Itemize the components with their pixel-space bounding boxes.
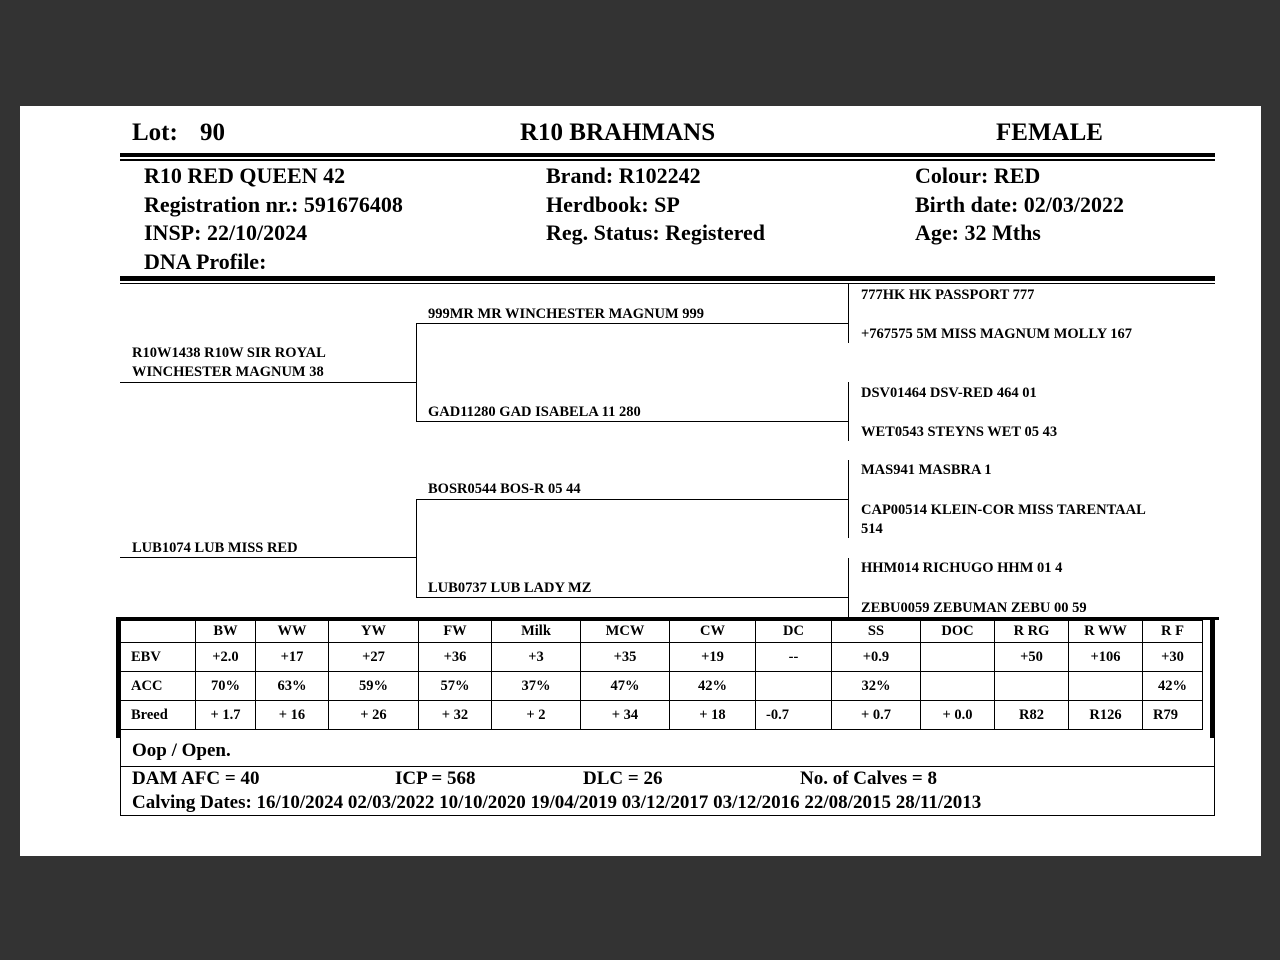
- acc-cell: [756, 672, 832, 701]
- ebv-cell: +2.0: [196, 643, 256, 672]
- acc-cell: [1069, 672, 1143, 701]
- col-header: SS: [832, 621, 921, 643]
- acc-cell: 42%: [1143, 672, 1203, 701]
- breed-cell: + 1.7: [196, 701, 256, 730]
- ebv-table: [120, 620, 1203, 730]
- acc-cell: 42%: [670, 672, 756, 701]
- col-header: CW: [670, 621, 756, 643]
- col-header: MCW: [581, 621, 670, 643]
- dlc: DLC = 26: [583, 768, 663, 789]
- col-header: FW: [419, 621, 492, 643]
- pedigree-dd-sire: HHM014 RICHUGO HHM 01 4: [861, 560, 1063, 576]
- breed-cell: R79: [1143, 701, 1203, 730]
- col-header: BW: [196, 621, 256, 643]
- sire-dam-line: [416, 421, 848, 422]
- sire-sire-line: [416, 323, 848, 324]
- footer-right-border: [1214, 738, 1215, 816]
- footer-left-border: [120, 738, 121, 816]
- animal-info-middle: [546, 162, 765, 248]
- pedigree-sire-line1: R10W1438 R10W SIR ROYAL: [132, 345, 326, 361]
- breed-cell: R82: [995, 701, 1069, 730]
- pedigree-dam: LUB1074 LUB MISS RED: [132, 540, 298, 556]
- pedigree-ds-dam: [861, 501, 1146, 539]
- table-right-rule: [1210, 617, 1215, 738]
- breed-cell: R126: [1069, 701, 1143, 730]
- col-header: DC: [756, 621, 832, 643]
- col-header: WW: [256, 621, 329, 643]
- colour: Colour: RED: [915, 163, 1041, 188]
- dam-line: [120, 557, 416, 558]
- ebv-cell: +36: [419, 643, 492, 672]
- ebv-header-row: [121, 621, 1203, 643]
- info-rule-thin: [120, 283, 1215, 284]
- breeder-name: R10 BRAHMANS: [520, 119, 716, 146]
- col-header: DOC: [921, 621, 995, 643]
- registration-number: Registration nr.: 591676408: [144, 191, 403, 217]
- animal-info-left: [144, 162, 403, 276]
- acc-cell: 70%: [196, 672, 256, 701]
- pedigree-sire-sire: 999MR MR WINCHESTER MAGNUM 999: [428, 306, 705, 322]
- acc-cell: [995, 672, 1069, 701]
- ds-bracket: [848, 460, 849, 538]
- dam-sire-line: [416, 499, 848, 500]
- lot-number: 90: [200, 119, 225, 146]
- ebv-cell: +106: [1069, 643, 1143, 672]
- lot-label: Lot:: [132, 119, 178, 146]
- acc-row: [121, 672, 1203, 701]
- pedigree-ds-sire: MAS941 MASBRA 1: [861, 462, 992, 478]
- row-label: ACC: [121, 672, 196, 701]
- brand: Brand: R102242: [546, 163, 701, 188]
- acc-cell: 59%: [329, 672, 419, 701]
- acc-cell: 57%: [419, 672, 492, 701]
- row-label: Breed: [121, 701, 196, 730]
- pedigree-sd-dam: WET0543 STEYNS WET 05 43: [861, 424, 1058, 440]
- animal-sex: FEMALE: [996, 119, 1103, 146]
- breed-row: [121, 701, 1203, 730]
- header-corner: [121, 621, 196, 643]
- ebv-cell: +3: [492, 643, 581, 672]
- breed-cell: + 18: [670, 701, 756, 730]
- ebv-cell: --: [756, 643, 832, 672]
- dna-profile: DNA Profile:: [144, 248, 267, 274]
- ss-bracket: [848, 284, 849, 343]
- info-rule-thick: [120, 276, 1215, 281]
- breed-cell: + 34: [581, 701, 670, 730]
- ebv-cell: [921, 643, 995, 672]
- header-rule-thick: [120, 153, 1215, 157]
- pedigree-sire-dam: GAD11280 GAD ISABELA 11 280: [428, 404, 641, 420]
- col-header: R WW: [1069, 621, 1143, 643]
- ebv-cell: +50: [995, 643, 1069, 672]
- acc-cell: 37%: [492, 672, 581, 701]
- pedigree-ss-sire: 777HK HK PASSPORT 777: [861, 287, 1035, 303]
- sire-line: [120, 382, 416, 383]
- breed-cell: -0.7: [756, 701, 832, 730]
- col-header: R RG: [995, 621, 1069, 643]
- acc-cell: 32%: [832, 672, 921, 701]
- col-header: YW: [329, 621, 419, 643]
- herdbook: Herdbook: SP: [546, 191, 680, 217]
- pedigree-ds-dam-line2: 514: [861, 521, 883, 537]
- animal-name: R10 RED QUEEN 42: [144, 163, 346, 188]
- status-divider: [120, 766, 1215, 767]
- footer-bottom-border: [120, 815, 1215, 816]
- breed-cell: + 26: [329, 701, 419, 730]
- col-header: Milk: [492, 621, 581, 643]
- dam-bracket: [416, 499, 417, 597]
- dam-afc: DAM AFC = 40: [132, 768, 260, 789]
- dd-bracket: [848, 558, 849, 617]
- animal-info-right: [915, 162, 1124, 248]
- pedigree-dam-dam: LUB0737 LUB LADY MZ: [428, 580, 592, 596]
- breed-cell: + 2: [492, 701, 581, 730]
- insp-date: INSP: 22/10/2024: [144, 220, 308, 245]
- pedigree-dd-dam: ZEBU0059 ZEBUMAN ZEBU 00 59: [861, 600, 1087, 616]
- acc-cell: [921, 672, 995, 701]
- catalogue-sheet: [20, 106, 1261, 856]
- pedigree-sd-sire: DSV01464 DSV-RED 464 01: [861, 385, 1037, 401]
- pedigree-sire-line2: WINCHESTER MAGNUM 38: [132, 364, 324, 380]
- pedigree-ds-dam-line1: CAP00514 KLEIN-COR MISS TARENTAAL: [861, 502, 1146, 518]
- acc-cell: 47%: [581, 672, 670, 701]
- pedigree-dam-sire: BOSR0544 BOS-R 05 44: [428, 481, 581, 497]
- ebv-cell: +0.9: [832, 643, 921, 672]
- pedigree-sire: [132, 344, 326, 382]
- calving-dates: Calving Dates: 16/10/2024 02/03/2022 10/10/2020 19/04/2019 03/12/2017 03/12/2016 22/08/2015 28/11/2013: [132, 792, 982, 813]
- ebv-cell: +27: [329, 643, 419, 672]
- pedigree-ss-dam: +767575 5M MISS MAGNUM MOLLY 167: [861, 326, 1133, 342]
- birth-date: Birth date: 02/03/2022: [915, 191, 1124, 217]
- dam-dam-line: [416, 597, 848, 598]
- acc-cell: 63%: [256, 672, 329, 701]
- breed-cell: + 0.0: [921, 701, 995, 730]
- breed-cell: + 0.7: [832, 701, 921, 730]
- sd-bracket: [848, 382, 849, 441]
- header-rule-thin: [120, 159, 1215, 161]
- breed-cell: + 16: [256, 701, 329, 730]
- ebv-cell: +19: [670, 643, 756, 672]
- breed-cell: + 32: [419, 701, 492, 730]
- number-of-calves: No. of Calves = 8: [800, 768, 937, 789]
- ebv-row: [121, 643, 1203, 672]
- ebv-cell: +17: [256, 643, 329, 672]
- ebv-cell: +30: [1143, 643, 1203, 672]
- pregnancy-status: Oop / Open.: [132, 740, 231, 761]
- col-header: R F: [1143, 621, 1203, 643]
- age: Age: 32 Mths: [915, 220, 1041, 245]
- icp: ICP = 568: [395, 768, 476, 789]
- reg-status: Reg. Status: Registered: [546, 220, 765, 245]
- row-label: EBV: [121, 643, 196, 672]
- sire-bracket: [416, 323, 417, 421]
- ebv-cell: +35: [581, 643, 670, 672]
